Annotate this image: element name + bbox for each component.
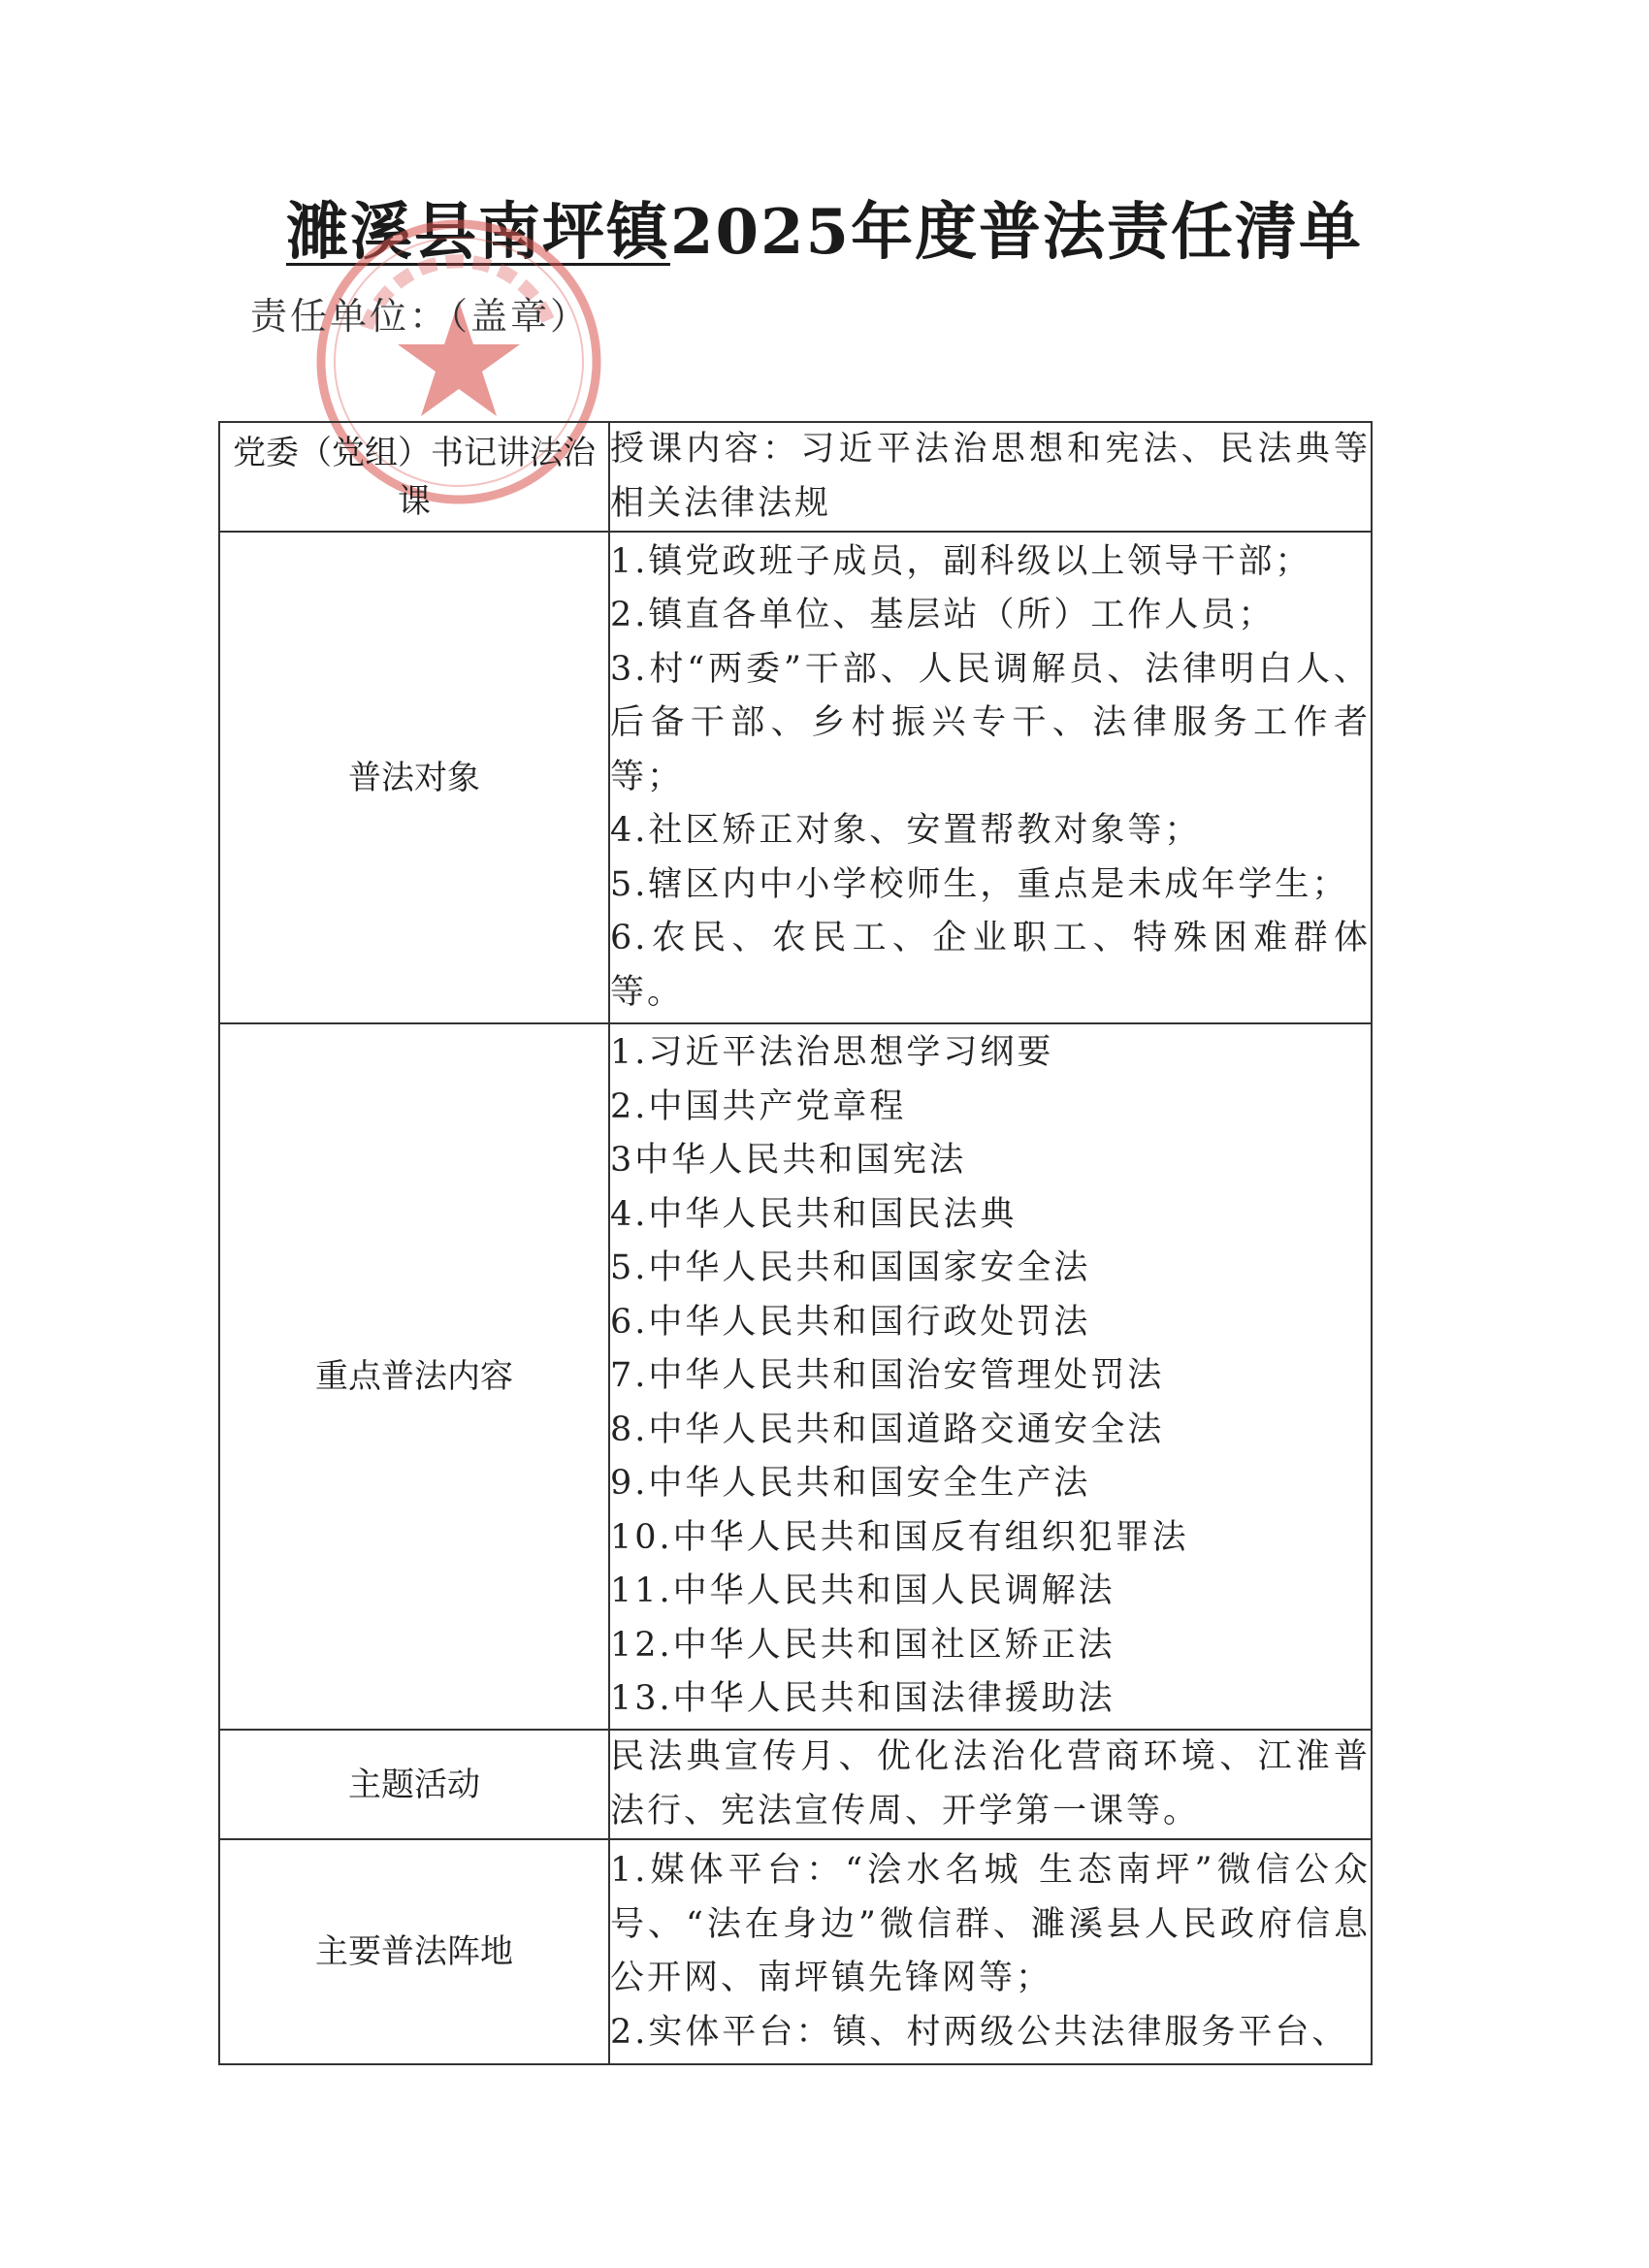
table-row [219,422,1372,532]
content-line: 9.中华人民共和国安全生产法 [610,1464,1091,1504]
content-line: 2.镇直各单位、基层站（所）工作人员； [610,596,1276,635]
content-line: 1.习近平法治思想学习纲要 [610,1033,1054,1073]
row-header: 主题活动 [219,1730,609,1839]
title-rest-part: 2025年度普法责任清单 [669,196,1364,269]
content-line: 11.中华人民共和国人民调解法 [610,1571,1116,1611]
content-line: 13.中华人民共和国法律援助法 [610,1679,1116,1719]
content-line: 3中华人民共和国宪法 [610,1141,967,1181]
responsible-unit-label: 责任单位：（盖章） [250,295,591,338]
content-line: 10.中华人民共和国反有组织犯罪法 [610,1517,1189,1557]
content-line: 1.媒体平台：“浍水名城 生态南坪”微信公众号、“法在身边”微信群、濉溪县人民政府信息公开网、南坪镇先锋网等； [610,1851,1371,1997]
content-line: 3.村“两委”干部、人民调解员、法律明白人、后备干部、乡村振兴专干、法律服务工作者等； [610,649,1371,796]
content-line: 4.社区矫正对象、安置帮教对象等； [610,811,1202,851]
content-line: 2.实体平台：镇、村两级公共法律服务平台、 [610,2012,1349,2052]
row-content [609,1839,1372,2064]
content-line: 7.中华人民共和国治安管理处罚法 [610,1356,1165,1396]
content-line: 5.辖区内中小学校师生，重点是未成年学生； [610,864,1349,904]
row-content [609,1730,1372,1839]
content-line: 8.中华人民共和国道路交通安全法 [610,1409,1165,1449]
table-row [219,1730,1372,1839]
table-row [219,1839,1372,2064]
row-header: 党委（党组）书记讲法治课 [219,422,609,532]
content-line: 5.中华人民共和国国家安全法 [610,1248,1091,1288]
content-line: 12.中华人民共和国社区矫正法 [610,1625,1116,1665]
content-line: 4.中华人民共和国民法典 [610,1194,1018,1234]
row-content [609,532,1372,1023]
content-line: 6.农民、农民工、企业职工、特殊困难群体等。 [610,919,1371,1012]
content-line: 6.中华人民共和国行政处罚法 [610,1302,1091,1342]
table-row [219,532,1372,1023]
row-content [609,1023,1372,1730]
content-line: 2.中国共产党章程 [610,1086,907,1126]
row-header: 重点普法内容 [219,1023,609,1730]
content-line: 1.镇党政班子成员，副科级以上领导干部； [610,541,1312,581]
title-underlined-part: 濉溪县南坪镇 [285,196,670,269]
row-header: 普法对象 [219,532,609,1023]
responsibility-table [218,421,1373,2065]
content-line: 授课内容：习近平法治思想和宪法、民法典等相关法律法规 [610,430,1371,523]
row-content [609,422,1372,532]
content-line: 民法典宣传月、优化法治化营商环境、江淮普法行、宪法宣传周、开学第一课等。 [610,1737,1371,1831]
document-title [0,182,1649,272]
table-row [219,1023,1372,1730]
row-header: 主要普法阵地 [219,1839,609,2064]
